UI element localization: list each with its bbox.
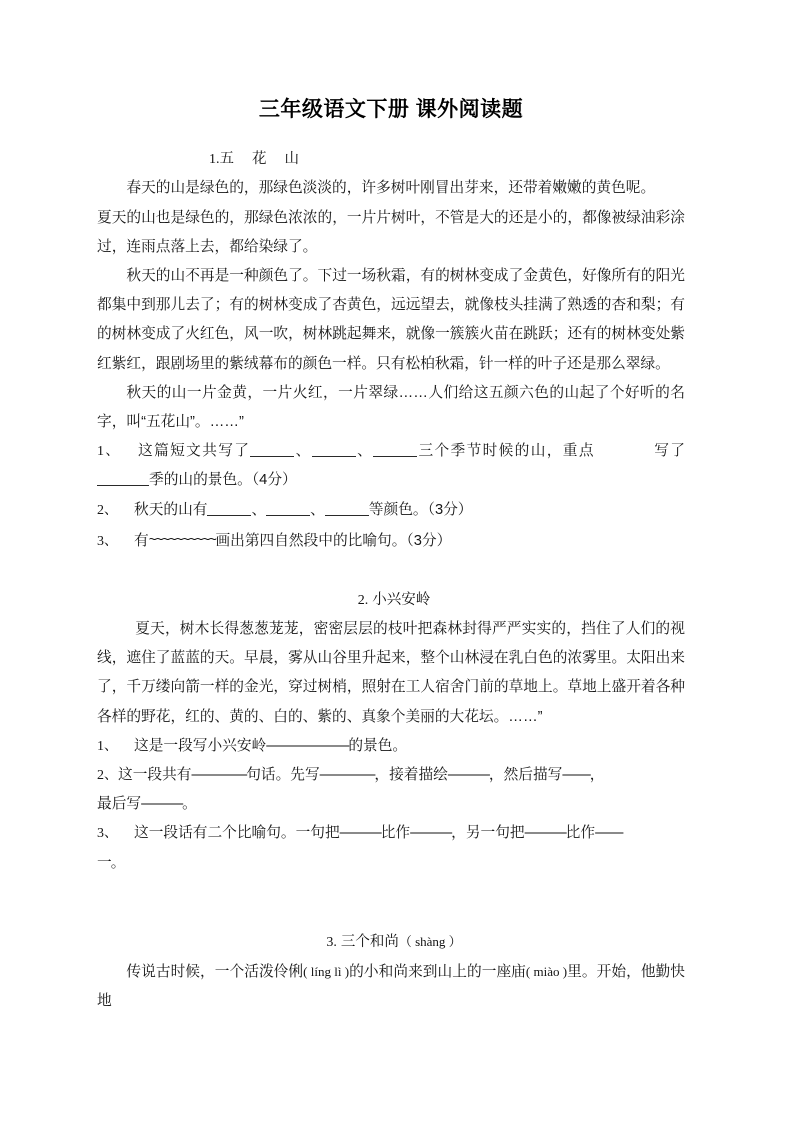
question-text: 等颜色。（3分） (368, 501, 473, 518)
question-number: 3、 (97, 533, 118, 549)
section-1-title: 五 花 山 (219, 151, 307, 168)
question-text: 秋天的山有 (134, 501, 208, 518)
question-text: ，另一句把 (451, 825, 525, 842)
section-1-paragraph-4: 秋天的山一片金黄，一片火红，一片翠绿……人们给这五颜六色的山起了个好听的名字，叫“五花山”。……” (97, 384, 685, 430)
question-text: 这一段共有 (118, 766, 192, 783)
question-text: ， (589, 766, 605, 783)
section-1-question-2 (97, 496, 685, 525)
question-text: 这是一段写小兴安岭 (134, 737, 267, 754)
section-1-paragraph-3: 秋天的山不再是一种颜色了。下过一场秋霜，有的树林变成了金黄色，好像所有的阳光都集中到那儿去了；有的树林变成了杏黄色，远远望去，就像枝头挂满了熟透的杏和梨；有的树林变成了火红色，风一吹，树林跳起舞来，就像一簇簇火苗在跳跃；还有的树林变处紫红紫红，跟剧场里的紫绒幕布的颜色一样。只有松柏秋霜，针一样的叶子还是那么翠绿。 (97, 267, 685, 372)
answer-dash[interactable]: —————— (266, 737, 349, 754)
question-number: 2、 (97, 502, 118, 518)
answer-dash[interactable]: —— (562, 766, 590, 783)
section-2-title: 小兴安岭 (372, 591, 431, 608)
question-text: 句话。先写 (246, 766, 320, 783)
answer-dash[interactable]: ——— (447, 766, 489, 783)
question-text: 画出第四自然段中的比喻句。（3分） (215, 532, 452, 549)
answer-blank[interactable] (97, 485, 149, 486)
section-3-title: 三个和尚 (340, 933, 399, 950)
question-text: 的景色。 (348, 737, 408, 754)
answer-dash: 一 (97, 854, 111, 871)
section-3-heading (97, 928, 685, 957)
question-text: 。 (182, 796, 197, 813)
question-text: 、 (294, 443, 312, 460)
section-1-number: 1. (209, 152, 220, 168)
question-text: 比作 (380, 825, 411, 842)
section-3-paragraph-1 (97, 957, 685, 1016)
answer-blank[interactable] (373, 456, 417, 457)
section-2-heading (97, 586, 685, 615)
question-text: 最后写 (97, 796, 142, 813)
answer-blank[interactable] (312, 456, 356, 457)
question-text: 有 (134, 532, 149, 549)
pinyin-annotation-lingli: ( líng lì ) (303, 963, 350, 979)
section-2-question-2-cont (97, 790, 685, 819)
section-1-heading (97, 145, 685, 174)
question-text: 。 (110, 854, 126, 871)
question-text: 三个季节时候的山，重点 (417, 443, 595, 460)
answer-blank[interactable] (266, 515, 310, 516)
question-text: 这篇短文共写了 (136, 443, 251, 460)
section-1-question-3 (97, 525, 685, 556)
section-gap (97, 556, 685, 586)
section-3-pinyin: （ shàng ） (398, 933, 462, 949)
answer-dash[interactable]: ——— (410, 825, 452, 842)
answer-dash[interactable]: ———— (319, 766, 375, 783)
section-2-paragraph-1: 夏天，树木长得葱葱茏茏，密密层层的枝叶把森林封得严严实实的，挡住了人们的视线，遮住了蓝蓝的天。早晨，雾从山谷里升起来，整个山林浸在乳白色的浓雾里。太阳出来了，千万缕向箭一样的金光，穿过树梢，照射在工人宿舍门前的草地上。草地上盛开着各种各样的野花，红的、黄的、白的、紫的、真象个美丽的大花坛。……” (97, 620, 685, 725)
section-3-number: 3. (326, 934, 337, 950)
question-text: ，然后描写 (488, 766, 563, 783)
question-text: 、 (251, 501, 267, 518)
pinyin-annotation-miao: ( miào ) (525, 963, 568, 979)
answer-dash[interactable]: ———— (191, 766, 247, 783)
section-gap-extra (97, 908, 685, 928)
section-2-question-3-cont (97, 849, 685, 878)
question-text: 、 (310, 501, 325, 518)
question-text: ，接着描绘 (374, 766, 448, 783)
section-2-question-2 (97, 761, 685, 790)
question-text: 、 (355, 443, 374, 460)
body-text: 的小和尚来到山上的一座庙 (349, 963, 526, 980)
section-1-paragraph-2: 夏天的山也是绿色的，那绿色浓浓的，一片片树叶，不管是大的还是小的，都像被绿油彩涂过，连雨点落上去，都给染绿了。 (97, 209, 685, 255)
answer-blank[interactable] (250, 456, 294, 457)
section-1-question-1 (97, 437, 685, 495)
answer-dash[interactable]: ——— (339, 825, 381, 842)
question-text: 季的山的景色。（4分） (149, 472, 297, 489)
answer-dash[interactable]: ——— (141, 796, 183, 813)
question-number: 3、 (97, 826, 118, 842)
answer-dash[interactable]: —— (595, 825, 623, 842)
body-text: 传说古时候，一个活泼伶俐 (126, 963, 304, 980)
answer-dash[interactable]: ——— (524, 825, 566, 842)
document-body (97, 96, 685, 1016)
section-2-question-3 (97, 819, 685, 848)
body-text: 里。开始，他勤快地 (97, 963, 685, 1009)
section-gap (97, 878, 685, 908)
answer-blank[interactable] (207, 515, 251, 516)
section-2-number: 2. (357, 592, 369, 608)
wavy-underline-mark: ~~~~~~~~~~ (148, 530, 216, 547)
answer-blank[interactable] (325, 515, 369, 516)
question-number: 1、 (97, 738, 118, 754)
section-2-question-1 (97, 732, 685, 761)
section-1-paragraph-1: 春天的山是绿色的，那绿色淡淡的，许多树叶刚冒出芽来，还带着嫩嫩的黄色呢。 (126, 180, 656, 197)
question-text: 比作 (565, 825, 596, 842)
question-number: 1、 (97, 444, 121, 460)
question-number: 2、 (97, 767, 118, 783)
question-text: 写了 (652, 443, 685, 460)
question-text: 这一段话有二个比喻句。一句把 (134, 825, 340, 842)
page-title: 三年级语文下册 课外阅读题 (258, 98, 524, 121)
